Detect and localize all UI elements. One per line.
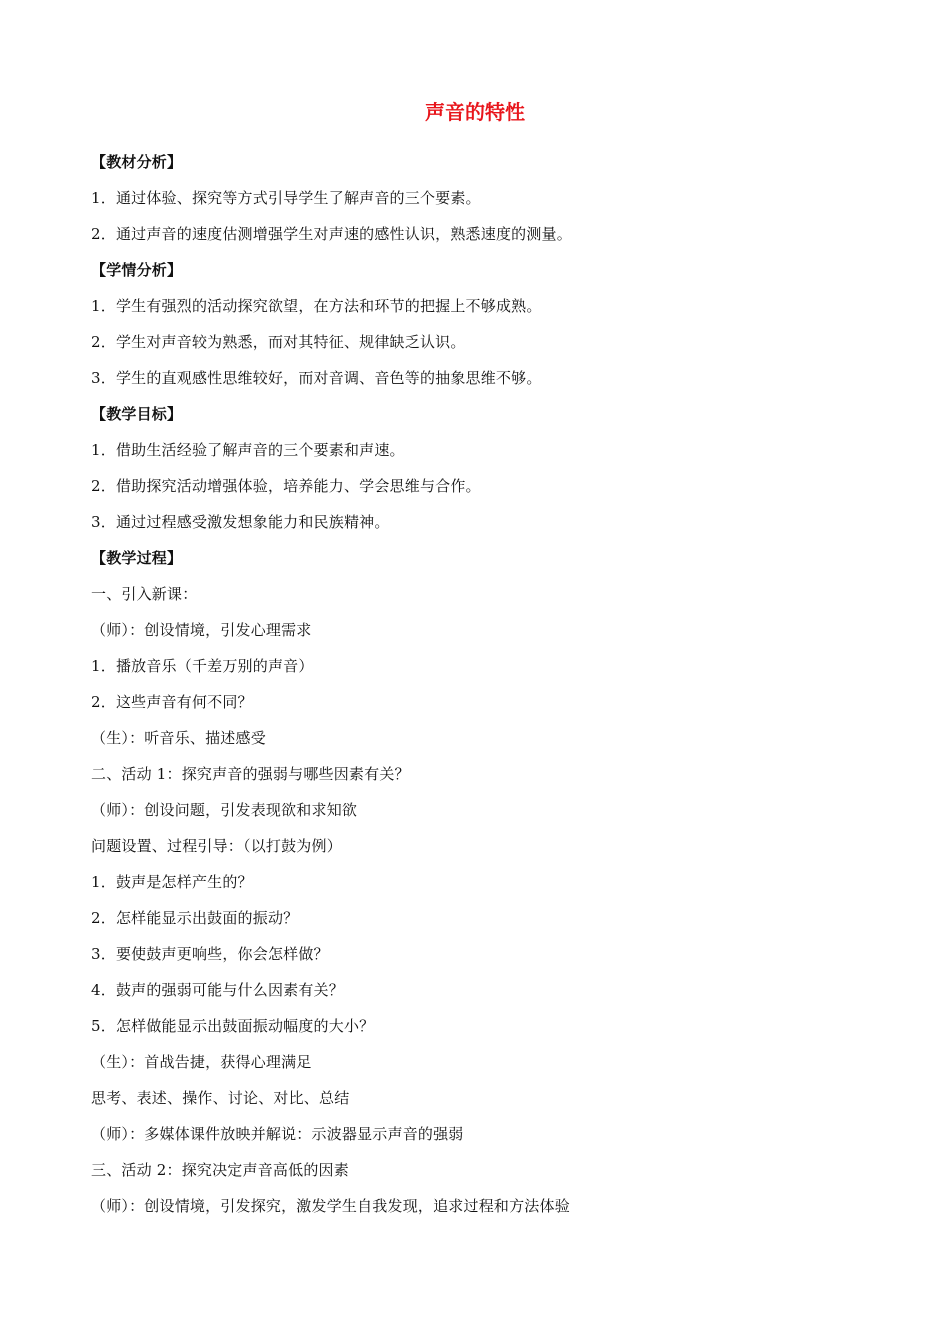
- text-line: （生）：听音乐、描述感受: [91, 729, 266, 747]
- document-title: 声音的特性: [425, 100, 525, 124]
- text-line: 3．通过过程感受激发想象能力和民族精神。: [91, 513, 390, 531]
- text-line: 三、活动 2：探究决定声音高低的因素: [91, 1161, 349, 1179]
- document-body: [91, 148, 871, 1228]
- text-line: 1．播放音乐（千差万别的声音）: [91, 657, 314, 675]
- text-line: 2．通过声音的速度估测增强学生对声速的感性认识，熟悉速度的测量。: [91, 225, 572, 243]
- text-line: 2．借助探究活动增强体验，培养能力、学会思维与合作。: [91, 477, 481, 495]
- text-line: 5．怎样做能显示出鼓面振动幅度的大小？: [91, 1017, 375, 1035]
- text-line: 2．这些声音有何不同？: [91, 693, 253, 711]
- text-line: （师）：创设问题，引发表现欲和求知欲: [91, 801, 358, 819]
- text-line: 1．借助生活经验了解声音的三个要素和声速。: [91, 441, 405, 459]
- text-line: 2．怎样能显示出鼓面的振动？: [91, 909, 299, 927]
- text-line: 问题设置、过程引导：（以打鼓为例）: [91, 837, 342, 855]
- text-line: 3．学生的直观感性思维较好，而对音调、音色等的抽象思维不够。: [91, 369, 542, 387]
- text-line: （师）：多媒体课件放映并解说：示波器显示声音的强弱: [91, 1125, 464, 1143]
- text-line: （生）：首战告捷，获得心理满足: [91, 1053, 312, 1071]
- text-line: 3．要使鼓声更响些，你会怎样做？: [91, 945, 329, 963]
- text-line: 1．通过体验、探究等方式引导学生了解声音的三个要素。: [91, 189, 481, 207]
- text-line: 一、引入新课：: [91, 585, 198, 603]
- text-line: 2．学生对声音较为熟悉，而对其特征、规律缺乏认识。: [91, 333, 466, 351]
- text-line: 4．鼓声的强弱可能与什么因素有关？: [91, 981, 344, 999]
- section-heading: 【教学过程】: [91, 549, 183, 567]
- text-line: 二、活动 1：探究声音的强弱与哪些因素有关？: [91, 765, 410, 783]
- section-heading: 【学情分析】: [91, 261, 183, 279]
- text-line: （师）：创设情境，引发探究，激发学生自我发现，追求过程和方法体验: [91, 1197, 570, 1215]
- section-heading: 【教学目标】: [91, 405, 183, 423]
- text-line: 思考、表述、操作、讨论、对比、总结: [91, 1089, 350, 1107]
- text-line: 1．学生有强烈的活动探究欲望，在方法和环节的把握上不够成熟。: [91, 297, 542, 315]
- section-heading: 【教材分析】: [91, 153, 183, 171]
- text-line: （师）：创设情境，引发心理需求: [91, 621, 312, 639]
- text-line: 1．鼓声是怎样产生的？: [91, 873, 253, 891]
